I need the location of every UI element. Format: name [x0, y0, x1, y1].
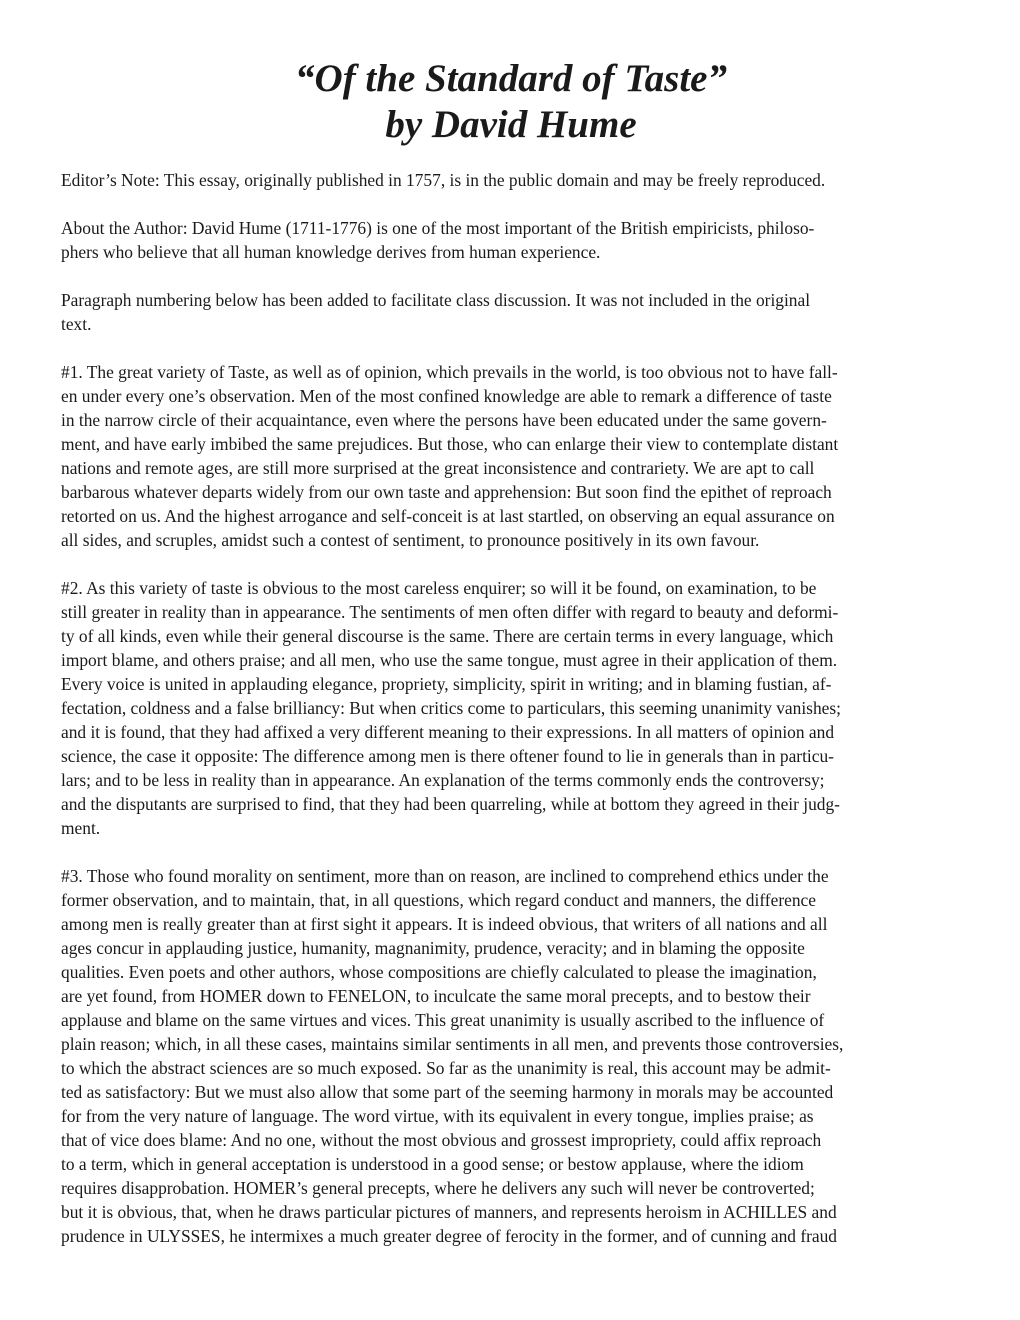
- paragraph-2: [61, 576, 961, 840]
- text-line: ment.: [61, 818, 101, 838]
- text-line: Every voice is united in applauding elegance, propriety, simplicity, spirit in writing; and in blaming fustian, af-: [61, 674, 832, 694]
- text-line: import blame, and others praise; and all men, who use the same tongue, must agree in their application of them.: [61, 650, 838, 670]
- editors-note: [61, 168, 961, 192]
- text-line: #2. As this variety of taste is obvious to the most careless enquirer; so will it be found, on examination, to be: [61, 578, 817, 598]
- text-line: en under every one’s observation. Men of the most confined knowledge are able to remark a difference of taste: [61, 386, 832, 406]
- text-line: in the narrow circle of their acquaintance, even where the persons have been educated under the same govern-: [61, 410, 827, 430]
- text-line: phers who believe that all human knowledge derives from human experience.: [61, 242, 601, 262]
- text-line: prudence in ULYSSES, he intermixes a much greater degree of ferocity in the former, and of cunning and fraud: [61, 1226, 838, 1246]
- text-line: lars; and to be less in reality than in appearance. An explanation of the terms commonly ends the controversy;: [61, 770, 825, 790]
- text-line: Paragraph numbering below has been added to facilitate class discussion. It was not included in the original: [61, 290, 811, 310]
- text-line: requires disapprobation. HOMER’s general precepts, where he delivers any such will never be controverted;: [61, 1178, 815, 1198]
- text-line: are yet found, from HOMER down to FENELON, to inculcate the same moral precepts, and to bestow their: [61, 986, 811, 1006]
- paragraph-1: [61, 360, 961, 552]
- text-line: nations and remote ages, are still more surprised at the great inconsistence and contrariety. We are apt to call: [61, 458, 815, 478]
- text-line: former observation, and to maintain, that, in all questions, which regard conduct and manners, the difference: [61, 890, 816, 910]
- text-line: fectation, coldness and a false brilliancy: But when critics come to particulars, this seeming unanimity vanishes;: [61, 698, 841, 718]
- text-line: for from the very nature of language. The word virtue, with its equivalent in every tongue, implies praise; as: [61, 1106, 814, 1126]
- text-line: to a term, which in general acceptation is understood in a good sense; or bestow applause, where the idiom: [61, 1154, 804, 1174]
- text-line: but it is obvious, that, when he draws particular pictures of manners, and represents heroism in ACHILLES and: [61, 1202, 837, 1222]
- document-page: [61, 56, 961, 1272]
- numbering-note: [61, 288, 961, 336]
- paragraph-3: [61, 864, 961, 1248]
- text-line: science, the case it opposite: The difference among men is there oftener found to lie in generals than in particu-: [61, 746, 834, 766]
- text-line: Editor’s Note: This essay, originally published in 1757, is in the public domain and may be freely reproduced.: [61, 170, 826, 190]
- text-line: About the Author: David Hume (1711-1776) is one of the most important of the British empiricists, philoso-: [61, 218, 815, 238]
- text-line: to which the abstract sciences are so much exposed. So far as the unanimity is real, this account may be admit-: [61, 1058, 831, 1078]
- text-line: and it is found, that they had affixed a very different meaning to their expressions. In all matters of opinion and: [61, 722, 835, 742]
- text-line: among men is really greater than at first sight it appears. It is indeed obvious, that writers of all nations and all: [61, 914, 828, 934]
- title-line: “Of the Standard of Taste”: [295, 57, 727, 100]
- text-line: #1. The great variety of Taste, as well as of opinion, which prevails in the world, is too obvious not to have fall-: [61, 362, 838, 382]
- text-line: still greater in reality than in appearance. The sentiments of men often differ with regard to beauty and deformi-: [61, 602, 839, 622]
- text-line: that of vice does blame: And no one, without the most obvious and grossest impropriety, could affix reproach: [61, 1130, 822, 1150]
- text-line: retorted on us. And the highest arrogance and self-conceit is at last startled, on observing an equal assurance on: [61, 506, 835, 526]
- text-line: and the disputants are surprised to find, that they had been quarreling, while at bottom they agreed in their judg-: [61, 794, 840, 814]
- body-text: [61, 168, 961, 1248]
- text-line: ment, and have early imbibed the same prejudices. But those, who can enlarge their view to contemplate distant: [61, 434, 839, 454]
- text-line: plain reason; which, in all these cases, maintains similar sentiments in all men, and prevents those controversies,: [61, 1034, 844, 1054]
- about-author: [61, 216, 961, 264]
- page-title: [61, 56, 961, 148]
- author-line: by David Hume: [385, 103, 637, 146]
- text-line: #3. Those who found morality on sentiment, more than on reason, are inclined to comprehend ethics under the: [61, 866, 829, 886]
- text-line: applause and blame on the same virtues and vices. This great unanimity is usually ascribed to the influence of: [61, 1010, 825, 1030]
- text-line: all sides, and scruples, amidst such a contest of sentiment, to pronounce positively in its own favour.: [61, 530, 760, 550]
- text-line: ty of all kinds, even while their general discourse is the same. There are certain terms in every language, which: [61, 626, 834, 646]
- text-line: text.: [61, 314, 92, 334]
- text-line: qualities. Even poets and other authors, whose compositions are chiefly calculated to please the imagination,: [61, 962, 817, 982]
- text-line: barbarous whatever departs widely from our own taste and apprehension: But soon find the epithet of reproach: [61, 482, 832, 502]
- text-line: ages concur in applauding justice, humanity, magnanimity, prudence, veracity; and in blaming the opposite: [61, 938, 805, 958]
- text-line: ted as satisfactory: But we must also allow that some part of the seeming harmony in morals may be accounted: [61, 1082, 834, 1102]
